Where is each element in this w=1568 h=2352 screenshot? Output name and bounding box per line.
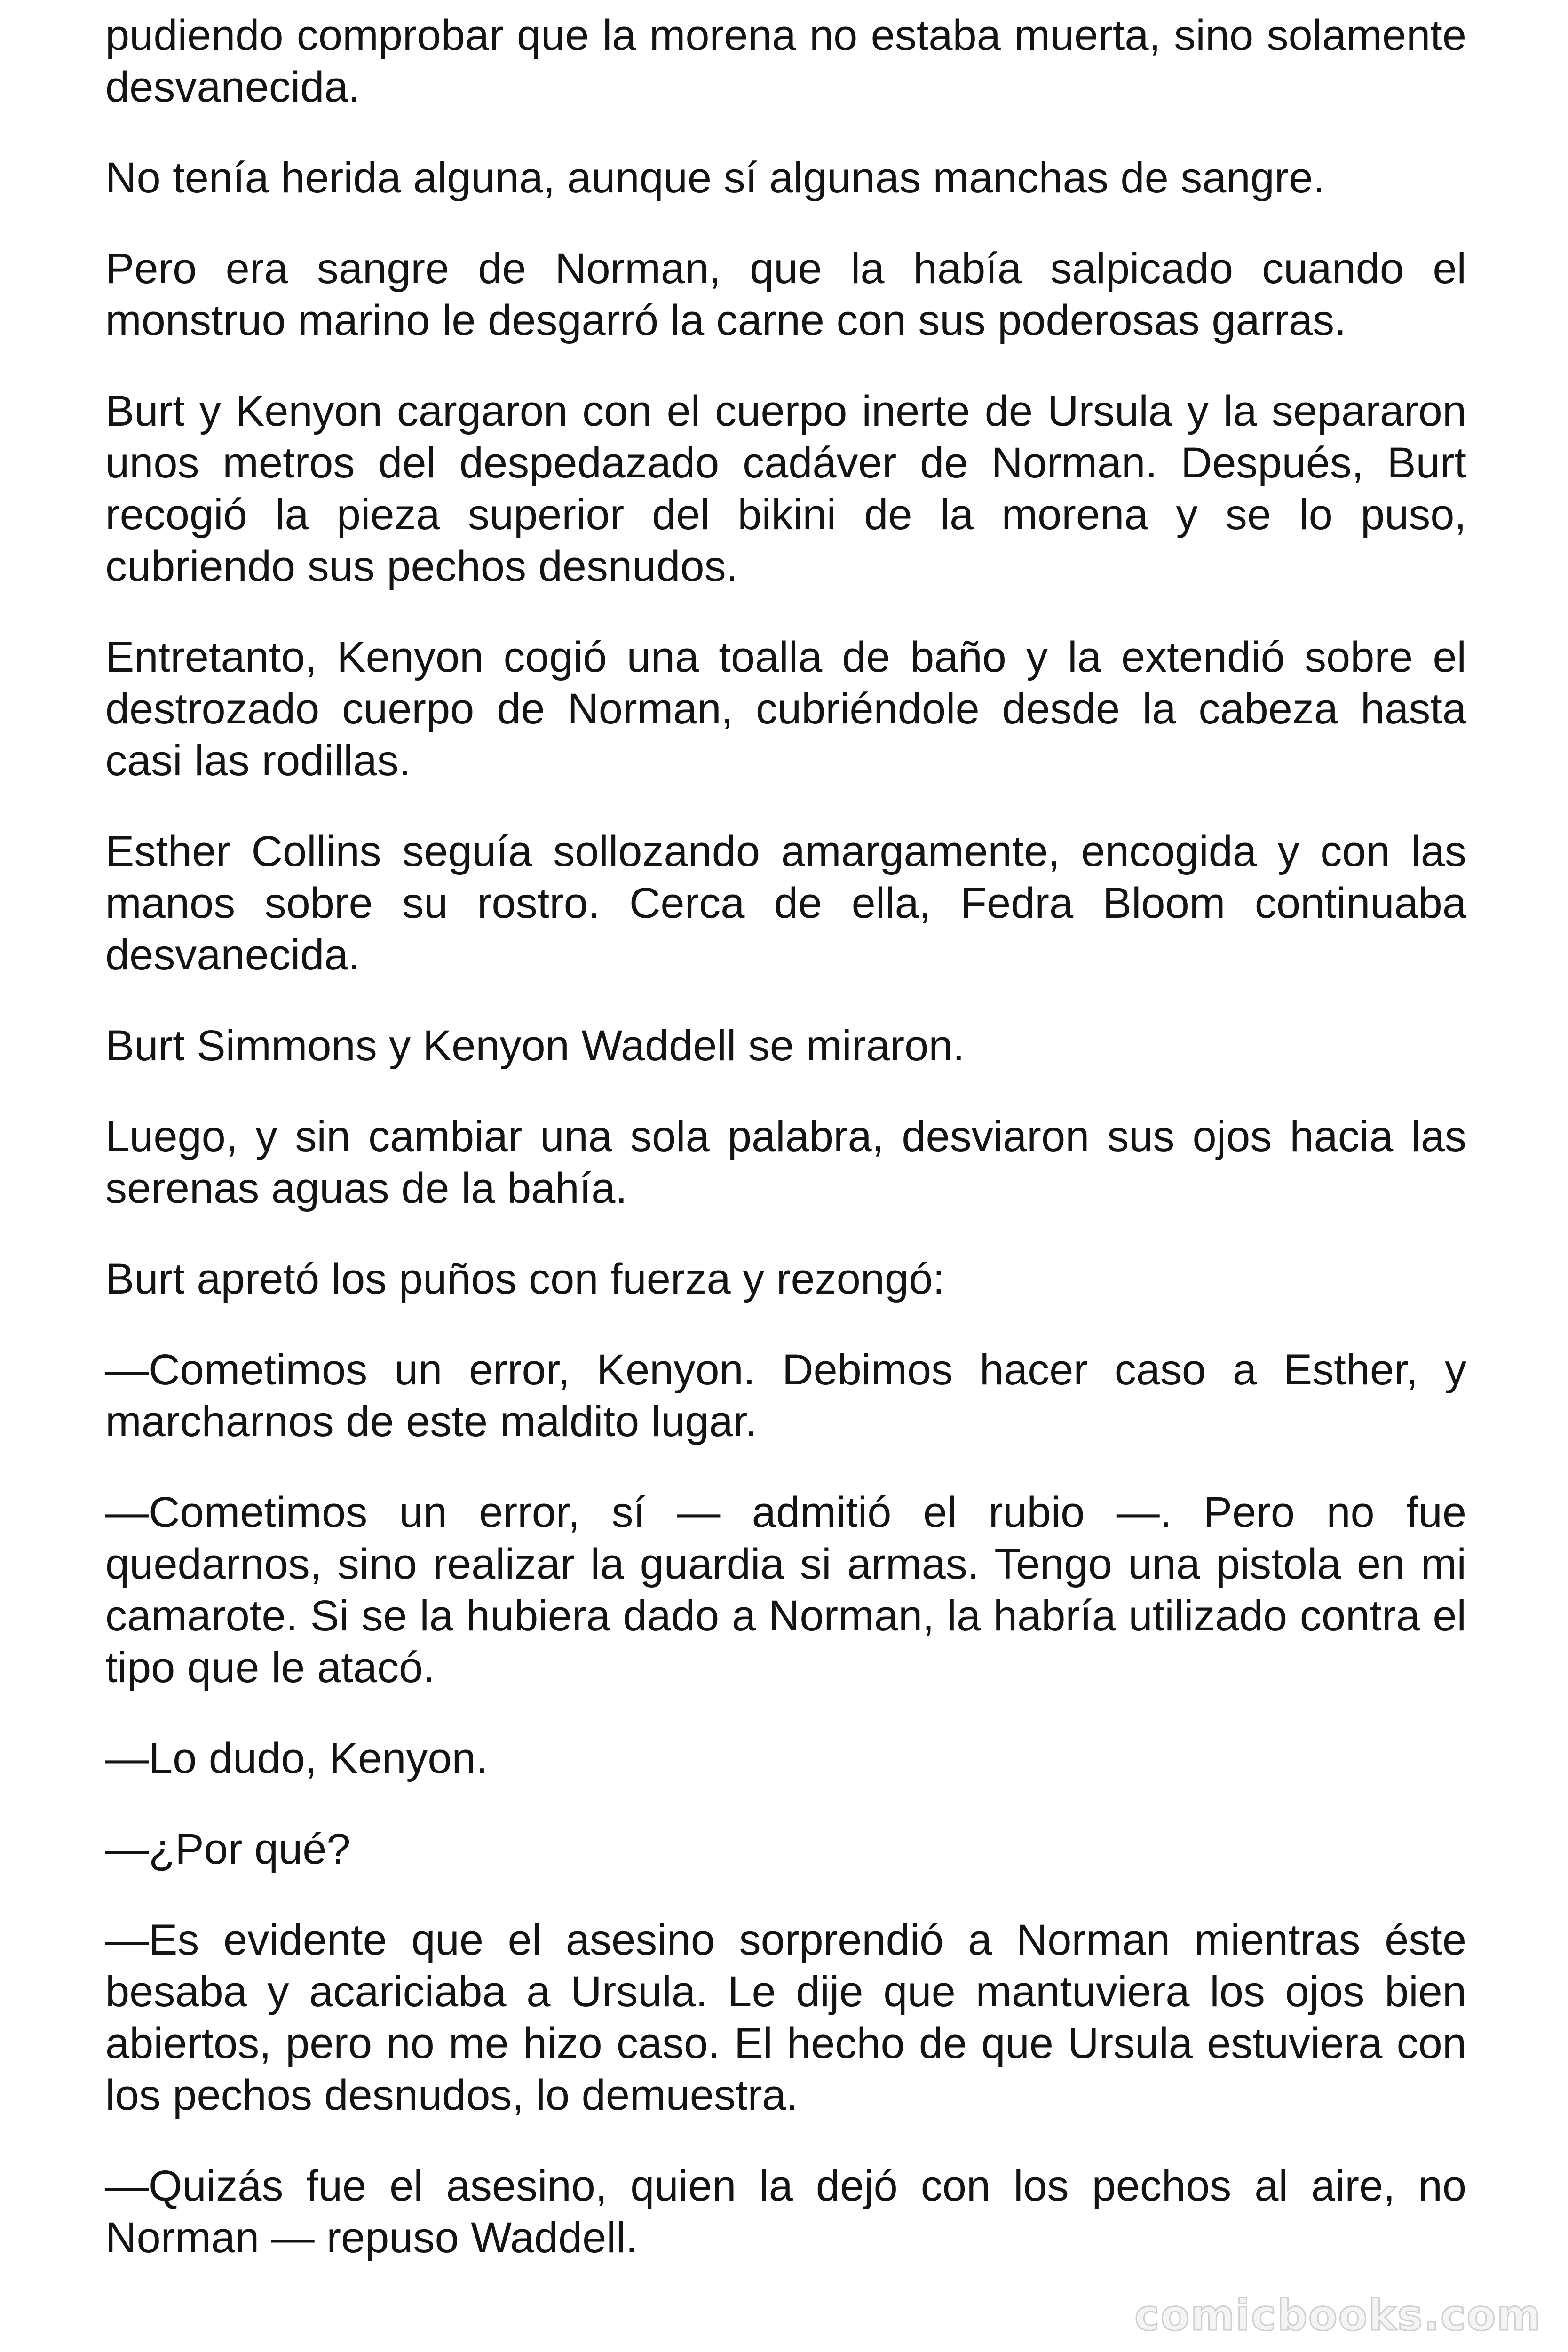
dialogue-paragraph: —Es evidente que el asesino sorprendió a Norman mientras éste besaba y acariciaba a Ursula. Le dije que mantuviera los ojos bien abiertos, pero no me hizo caso. El hecho de que Ursula estuviera con los pechos desnudos, lo demuestra. [105, 1916, 1466, 2119]
dialogue-paragraph: —Cometimos un error, sí — admitió el rubio —. Pero no fue quedarnos, sino realizar la guardia si armas. Tengo una pistola en mi camarote. Si se la hubiera dado a Norman, la habría utilizado contra el tipo que le atacó. [105, 1488, 1466, 1692]
paragraph: pudiendo comprobar que la morena no estaba muerta, sino solamente desvanecida. [105, 11, 1466, 111]
paragraph: No tenía herida alguna, aunque sí algunas manchas de sangre. [105, 154, 1325, 202]
watermark-text: comicbooks.com [1134, 2291, 1542, 2340]
dialogue-paragraph: —Lo dudo, Kenyon. [105, 1734, 488, 1782]
paragraph: Entretanto, Kenyon cogió una toalla de baño y la extendió sobre el destrozado cuerpo de Norman, cubriéndole desde la cabeza hasta casi las rodillas. [105, 633, 1466, 785]
paragraph: Burt y Kenyon cargaron con el cuerpo inerte de Ursula y la separaron unos metros del despedazado cadáver de Norman. Después, Burt recogió la pieza superior del bikini de la morena y se lo puso, cubriendo sus pechos desnudos. [105, 387, 1466, 590]
paragraph: Esther Collins seguía sollozando amargamente, encogida y con las manos sobre su rostro. Cerca de ella, Fedra Bloom continuaba desvanecida. [105, 827, 1466, 979]
dialogue-paragraph: —Quizás fue el asesino, quien la dejó con los pechos al aire, no Norman — repuso Waddell. [105, 2162, 1466, 2262]
paragraph: Luego, y sin cambiar una sola palabra, desviaron sus ojos hacia las serenas aguas de la bahía. [105, 1112, 1466, 1212]
paragraph: Pero era sangre de Norman, que la había salpicado cuando el monstruo marino le desgarró la carne con sus poderosas garras. [105, 245, 1466, 344]
body-text [105, 9, 1466, 2303]
dialogue-paragraph: —¿Por qué? [105, 1825, 351, 1873]
paragraph: Burt Simmons y Kenyon Waddell se miraron. [105, 1022, 965, 1070]
dialogue-paragraph: —Cometimos un error, Kenyon. Debimos hacer caso a Esther, y marcharnos de este maldito lugar. [105, 1346, 1466, 1446]
paragraph: Burt apretó los puños con fuerza y rezongó: [105, 1255, 945, 1303]
